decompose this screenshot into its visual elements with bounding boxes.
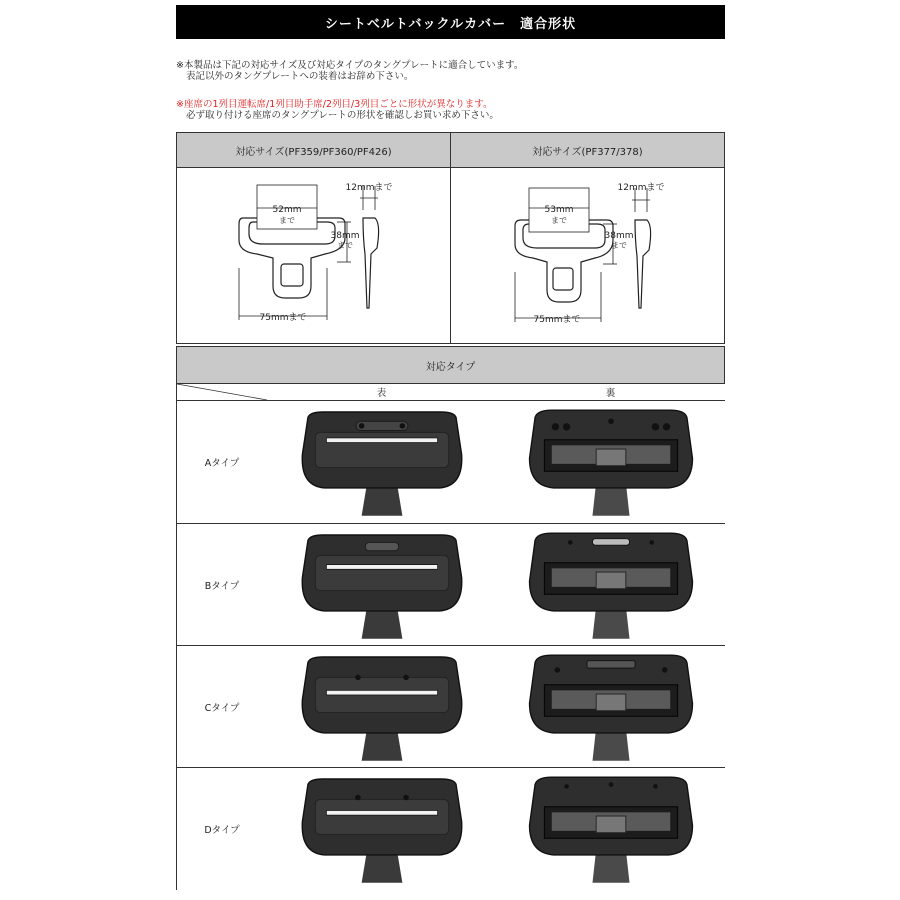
type-a-back-image: [496, 401, 725, 524]
type-d-front-image: [267, 768, 497, 890]
height-sub-label-right: まで: [611, 241, 627, 250]
notes: [176, 60, 736, 121]
page-title: シートベルトバックルカバー 適合形状: [324, 16, 577, 32]
type-label-c: Cタイプ: [204, 702, 240, 714]
types-header: [176, 346, 725, 384]
height-sub-label-left: まで: [337, 241, 353, 250]
type-label-d: Dタイプ: [204, 825, 240, 836]
width-sub-label-left: まで: [279, 216, 295, 225]
size-header-left: [176, 132, 451, 168]
height-label-left: 38mm: [330, 231, 360, 241]
thickness-label-left: 12mmまで: [345, 183, 393, 193]
column-header-front: [267, 384, 497, 401]
type-b-back-image: [496, 524, 725, 646]
types-header-label: 対応タイプ: [425, 361, 476, 373]
type-label-a: Aタイプ: [204, 458, 240, 469]
note-line-4: 必ず取り付ける座席のタングプレートの形状を確認しお買い求め下さい。: [186, 110, 499, 121]
height-label-right: 38mm: [604, 231, 634, 241]
column-back-label: 裏: [605, 388, 616, 399]
column-front-label: 表: [376, 388, 387, 399]
corner-diagonal: [177, 384, 267, 400]
total-label-left: 75mmまで: [259, 313, 307, 323]
note-line-3: ※座席の1列目運転席/1列目助手席/2列目/3列目ごとに形状が異なります。: [176, 99, 493, 110]
note-line-2: 表記以外のタングプレートへの装着はお辞め下さい。: [186, 71, 414, 82]
width-sub-label-right: まで: [551, 216, 567, 225]
width-label-right: 53mm: [544, 205, 574, 215]
type-c-front-image: [267, 646, 497, 768]
total-label-right: 75mmまで: [533, 315, 581, 325]
type-c-back-image: [496, 646, 725, 768]
corner-cell: [177, 384, 268, 401]
type-label-b: Bタイプ: [204, 580, 240, 592]
type-a-front-image: [267, 401, 497, 524]
type-label-cell-d: [177, 768, 268, 890]
type-label-cell-b: [177, 524, 268, 646]
column-header-back: [496, 384, 725, 401]
size-header-right-label: 対応サイズ(PF377/378): [532, 146, 643, 158]
type-b-front-image: [267, 524, 497, 646]
page-title-bar: [176, 5, 725, 39]
type-label-cell-a: [177, 401, 268, 524]
type-label-cell-c: [177, 646, 268, 768]
tongue-plate-diagram-left: [177, 168, 452, 345]
size-header-right: [450, 132, 725, 168]
type-d-back-image: [496, 768, 725, 890]
note-line-1: ※本製品は下記の対応サイズ及び対応タイプのタングプレートに適合しています。: [176, 60, 524, 71]
types-table: [176, 383, 725, 890]
size-diagram-left: [176, 167, 451, 344]
size-header-left-label: 対応サイズ(PF359/PF360/PF426): [235, 146, 392, 158]
thickness-label-right: 12mmまで: [617, 183, 665, 193]
width-label-left: 52mm: [272, 205, 302, 215]
size-diagram-right: [450, 167, 725, 344]
tongue-plate-diagram-right: [451, 168, 726, 345]
